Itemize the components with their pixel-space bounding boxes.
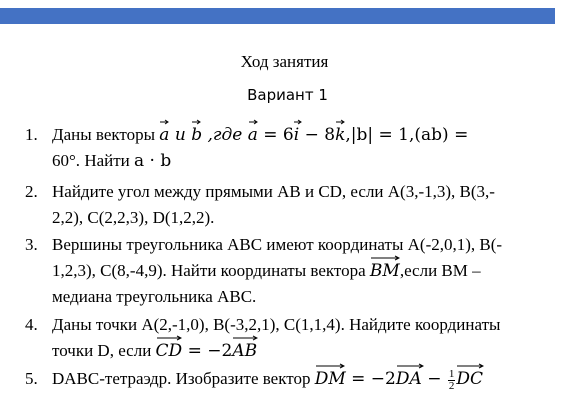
task-4-line-1: Даны точки А(2,-1,0), В(-3,2,1), С(1,1,4). Найдите координаты (52, 315, 501, 334)
vector-dc: DC (456, 366, 483, 392)
task-2-line-1: Найдите угол между прямыми АВ и CD, если А(3,-1,3), В(3,- (52, 182, 495, 201)
task-number: 3. (25, 235, 38, 254)
task-text: Найти (80, 151, 135, 170)
page-title: Ход занятия (240, 52, 329, 71)
math-text: − 8 (299, 125, 336, 145)
fraction-numerator: 1 (448, 367, 455, 380)
vector-i: i (294, 122, 299, 148)
task-3-line-2 (52, 258, 564, 284)
page-subtitle: Вариант 1 (247, 86, 328, 104)
vector-ab: AB (232, 338, 257, 364)
task-4-line-2 (52, 338, 564, 364)
task-text: ,где (202, 125, 248, 145)
task-text: 60°. (52, 151, 81, 170)
vector-bm: BM (370, 258, 400, 284)
vector-a: a (248, 122, 258, 148)
task-5-line-1 (52, 366, 564, 392)
fraction-denominator: 2 (448, 379, 455, 392)
vector-dm: DM (315, 366, 346, 392)
math-text: = 6 (257, 125, 294, 145)
math-text: a · b (134, 151, 172, 171)
document-page (0, 24, 569, 413)
math-text: (ab) (414, 125, 449, 145)
top-blue-band (0, 8, 555, 24)
vector-cd: CD (156, 338, 183, 364)
math-text: = −2 (182, 341, 233, 361)
vector-a: a (159, 122, 169, 148)
task-text: точки D, если (52, 341, 156, 360)
task-number: 1. (25, 125, 38, 144)
task-3-line-1: Вершины треугольника АВС имеют координаты А(-2,0,1), В(- (52, 235, 503, 254)
math-text: − (421, 369, 447, 389)
task-number: 4. (25, 315, 38, 334)
task-number: 2. (25, 182, 38, 201)
task-text: и (169, 125, 192, 145)
task-2-line-2: 2,2), С(2,2,3), D(1,2,2). (52, 208, 215, 227)
fraction-one-half (448, 369, 456, 392)
task-text: DABC-тетраэдр. Изобразите вектор (52, 369, 315, 388)
task-text: ,если ВМ – (399, 261, 481, 280)
vector-b: b (191, 122, 202, 148)
task-number: 5. (25, 369, 38, 388)
task-text: Даны векторы (52, 125, 160, 144)
task-1-line-2 (52, 148, 564, 174)
task-1-line-1 (52, 122, 564, 148)
task-text: 1,2,3), С(8,-4,9). Найти координаты вектора (52, 261, 370, 280)
math-text: = (448, 125, 469, 145)
math-text: = −2 (345, 369, 396, 389)
task-3-line-3: медиана треугольника АВС. (52, 287, 257, 306)
math-text: ,|b| = 1, (345, 125, 415, 145)
vector-k: k (335, 122, 345, 148)
vector-da: DA (396, 366, 422, 392)
